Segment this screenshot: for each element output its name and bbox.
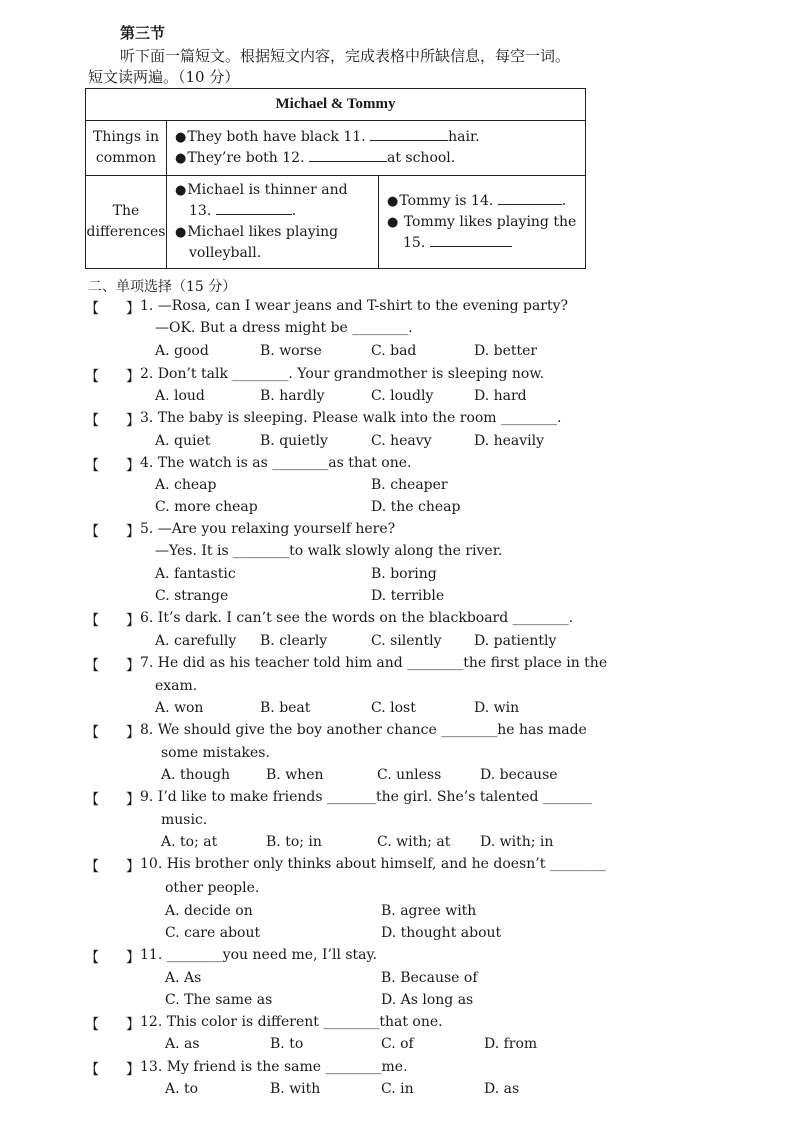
- bullet-icon: ●: [175, 151, 187, 166]
- option-b[interactable]: B. hardly: [260, 388, 325, 404]
- answer-bracket-close[interactable]: 】: [126, 658, 140, 674]
- question-6-stem: 6. It’s dark. I can’t see the words on the blackboard ________.: [140, 610, 574, 626]
- common-cell: [167, 121, 586, 176]
- question-7-stem-2: exam.: [155, 678, 198, 694]
- option-a[interactable]: A. good: [155, 343, 209, 359]
- blank-12[interactable]: [309, 149, 387, 162]
- answer-bracket-open[interactable]: 【: [85, 1062, 99, 1078]
- question-8-stem: 8. We should give the boy another chance ________he has made: [140, 722, 587, 738]
- michael-line-4: volleyball.: [189, 245, 262, 261]
- option-d[interactable]: D. better: [474, 343, 538, 359]
- instruction-line-1: 听下面一篇短文。根据短文内容，完成表格中所缺信息，每空一词。: [120, 47, 571, 65]
- answer-bracket-open[interactable]: 【: [85, 1017, 99, 1033]
- option-d[interactable]: D. heavily: [474, 433, 545, 449]
- blank-14[interactable]: [498, 192, 562, 205]
- common-label: [86, 121, 167, 176]
- option-c[interactable]: C. strange: [155, 588, 229, 604]
- question-2-stem: 2. Don’t talk ________. Your grandmother is sleeping now.: [140, 366, 545, 382]
- diff-label: [86, 176, 167, 269]
- option-c[interactable]: C. loudly: [371, 388, 434, 404]
- answer-bracket-open[interactable]: 【: [85, 792, 99, 808]
- common-line-2: They’re both 12.: [187, 150, 305, 166]
- answer-bracket-open[interactable]: 【: [85, 301, 99, 317]
- option-d[interactable]: D. thought about: [381, 925, 502, 941]
- answer-bracket-close[interactable]: 】: [126, 792, 140, 808]
- option-b[interactable]: B. beat: [260, 700, 311, 716]
- bullet-icon: ●: [175, 225, 187, 240]
- answer-bracket-close[interactable]: 】: [126, 725, 140, 741]
- answer-bracket-close[interactable]: 】: [126, 301, 140, 317]
- answer-bracket-close[interactable]: 】: [126, 369, 140, 385]
- answer-bracket-open[interactable]: 【: [85, 950, 99, 966]
- option-d[interactable]: D. win: [474, 700, 520, 716]
- answer-bracket-open[interactable]: 【: [85, 413, 99, 429]
- option-d[interactable]: D. patiently: [474, 633, 557, 649]
- question-9-stem: 9. I’d like to make friends _______the girl. She’s talented _______: [140, 789, 592, 805]
- option-d[interactable]: D. from: [484, 1036, 538, 1052]
- answer-bracket-open[interactable]: 【: [85, 369, 99, 385]
- michael-line-2: 13.: [189, 203, 212, 219]
- option-d[interactable]: D. the cheap: [371, 499, 461, 515]
- tommy-cell: ●Tommy is 14. . ● Tommy likes playing the 15.: [379, 176, 586, 269]
- common-label-line-2: common: [95, 150, 157, 166]
- option-a[interactable]: A. though: [161, 767, 231, 783]
- question-4-stem: 4. The watch is as ________as that one.: [140, 455, 412, 471]
- option-b[interactable]: B. clearly: [260, 633, 328, 649]
- michael-cell: ●Michael is thinner and 13. . ●Michael likes playing volleyball.: [167, 176, 379, 269]
- option-b[interactable]: B. quietly: [260, 433, 328, 449]
- instruction-line-2: 短文读两遍。（10 分）: [88, 68, 240, 86]
- question-12-stem: 12. This color is different ________that one.: [140, 1014, 443, 1030]
- section-title: 二、单项选择（15 分）: [88, 279, 237, 295]
- question-9-stem-2: music.: [161, 812, 208, 828]
- option-c[interactable]: C. lost: [371, 700, 416, 716]
- option-b[interactable]: B. boring: [371, 566, 437, 582]
- option-d[interactable]: D. As long as: [381, 992, 474, 1008]
- option-a[interactable]: A. As: [165, 970, 202, 986]
- question-8-stem-2: some mistakes.: [161, 745, 270, 761]
- option-a[interactable]: A. fantastic: [155, 566, 236, 582]
- option-c[interactable]: C. unless: [377, 767, 442, 783]
- answer-bracket-close[interactable]: 】: [126, 859, 140, 875]
- question-5-stem: 5. —Are you relaxing yourself here?: [140, 521, 396, 537]
- question-10-stem: 10. His brother only thinks about himself, and he doesn’t ________: [140, 856, 606, 872]
- option-c[interactable]: C. with; at: [377, 834, 451, 850]
- option-b[interactable]: B. Because of: [381, 970, 478, 986]
- answer-bracket-close[interactable]: 】: [126, 413, 140, 429]
- question-1-stem: 1. —Rosa, can I wear jeans and T-shirt to the evening party?: [140, 298, 569, 314]
- tommy-line-3: 15.: [403, 234, 426, 251]
- option-c[interactable]: C. more cheap: [155, 499, 258, 515]
- blank-11[interactable]: [370, 128, 448, 141]
- option-c[interactable]: C. silently: [371, 633, 442, 649]
- answer-bracket-close[interactable]: 】: [126, 1062, 140, 1078]
- answer-bracket-close[interactable]: 】: [126, 458, 140, 474]
- answer-bracket-close[interactable]: 】: [126, 1017, 140, 1033]
- bullet-icon: ●: [175, 130, 187, 145]
- part-title: 第三节: [120, 24, 166, 42]
- option-a[interactable]: A. to: [165, 1081, 199, 1097]
- option-d[interactable]: D. as: [484, 1081, 520, 1097]
- question-7-stem: 7. He did as his teacher told him and ________the first place in the: [140, 655, 608, 671]
- answer-bracket-open[interactable]: 【: [85, 458, 99, 474]
- michael-line-3: Michael likes playing: [187, 224, 339, 240]
- question-10-stem-2: other people.: [165, 880, 260, 896]
- answer-bracket-open[interactable]: 【: [85, 859, 99, 875]
- option-d[interactable]: D. because: [480, 767, 558, 783]
- question-11-stem: 11. ________you need me, I’ll stay.: [140, 947, 378, 963]
- answer-bracket-close[interactable]: 】: [126, 524, 140, 540]
- common-line-1: They both have black 11.: [187, 129, 366, 145]
- option-b[interactable]: B. when: [266, 767, 324, 783]
- option-b[interactable]: B. worse: [260, 343, 322, 359]
- diff-label-line-2: differences: [86, 224, 166, 240]
- answer-bracket-close[interactable]: 】: [126, 950, 140, 966]
- table-title: Michael & Tommy: [86, 89, 586, 121]
- option-a[interactable]: A. cheap: [155, 477, 217, 493]
- michael-line-1: Michael is thinner and: [187, 182, 348, 198]
- option-a[interactable]: A. carefully: [155, 633, 237, 649]
- diff-label-line-1: The: [112, 203, 140, 219]
- bullet-icon: ●: [387, 214, 399, 230]
- option-b[interactable]: B. cheaper: [371, 477, 448, 493]
- question-5-stem-2: —Yes. It is ________to walk slowly along the river.: [155, 543, 503, 559]
- answer-bracket-open[interactable]: 【: [85, 524, 99, 540]
- question-3-stem: 3. The baby is sleeping. Please walk into the room ________.: [140, 410, 562, 426]
- common-line-2-end: at school.: [386, 150, 456, 166]
- tommy-line-2: Tommy likes playing the: [403, 213, 577, 230]
- option-d[interactable]: D. terrible: [371, 588, 445, 604]
- option-c[interactable]: C. bad: [371, 343, 417, 359]
- answer-bracket-open[interactable]: 【: [85, 658, 99, 674]
- option-b[interactable]: B. with: [270, 1081, 321, 1097]
- option-d[interactable]: D. with; in: [480, 834, 554, 850]
- answer-bracket-open[interactable]: 【: [85, 613, 99, 629]
- tommy-line-1: Tommy is 14.: [399, 192, 494, 209]
- option-a[interactable]: A. loud: [155, 388, 205, 404]
- common-line-1-end: hair.: [448, 129, 480, 145]
- option-c[interactable]: C. care about: [165, 925, 261, 941]
- question-13-stem: 13. My friend is the same ________me.: [140, 1059, 408, 1075]
- option-d[interactable]: D. hard: [474, 388, 527, 404]
- option-c[interactable]: C. heavy: [371, 433, 432, 449]
- bullet-icon: ●: [175, 183, 187, 198]
- blank-15[interactable]: [430, 234, 512, 247]
- info-table: [85, 88, 586, 269]
- answer-bracket-close[interactable]: 】: [126, 613, 140, 629]
- answer-bracket-open[interactable]: 【: [85, 725, 99, 741]
- option-b[interactable]: B. agree with: [381, 903, 477, 919]
- option-a[interactable]: A. to; at: [161, 834, 218, 850]
- blank-13[interactable]: [216, 202, 292, 215]
- option-b[interactable]: B. to; in: [266, 834, 322, 850]
- option-a[interactable]: A. won: [155, 700, 204, 716]
- option-c[interactable]: C. in: [381, 1081, 414, 1097]
- option-c[interactable]: C. of: [381, 1036, 414, 1052]
- option-a[interactable]: A. as: [165, 1036, 200, 1052]
- bullet-icon: ●: [387, 193, 399, 209]
- option-b[interactable]: B. to: [270, 1036, 304, 1052]
- common-label-line-1: Things in: [93, 129, 159, 145]
- option-c[interactable]: C. The same as: [165, 992, 273, 1008]
- option-a[interactable]: A. quiet: [155, 433, 211, 449]
- question-1-stem-2: —OK. But a dress might be ________.: [155, 320, 413, 336]
- option-a[interactable]: A. decide on: [165, 903, 253, 919]
